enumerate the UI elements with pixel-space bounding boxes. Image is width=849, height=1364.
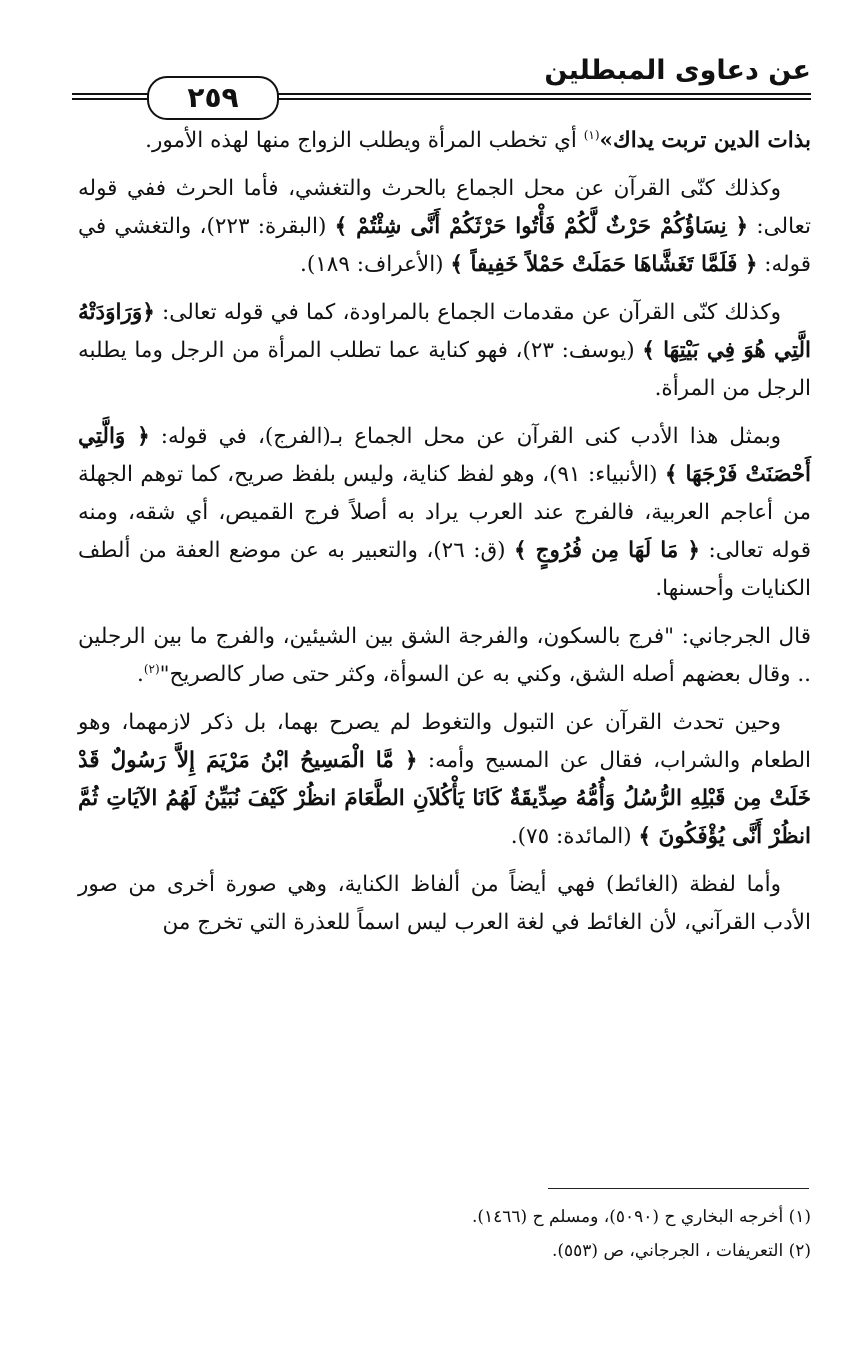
page-number: ٢٥٩ xyxy=(147,76,279,120)
text-run: . xyxy=(136,662,144,687)
footnote-marker: (٢) xyxy=(143,661,160,676)
text-run: (الأنبياء: ٩١)، وهو لفظ كناية، وليس بلفظ صريح، كما توهم الجهلة من أعاجم العربية، فالفرج عند العرب يراد به أصلاً فرج القميص، أي شقه، ومنه قوله تعالى: xyxy=(78,462,811,563)
header-title: عن دعاوى المبطلين xyxy=(544,55,811,86)
paragraph xyxy=(78,170,811,284)
text-run: (المائدة: ٧٥). xyxy=(510,824,639,849)
text-run: وأما لفظة (الغائط) فهي أيضاً من ألفاظ الكناية، وهي صورة أخرى من صور الأدب القرآني، لأن الغائط في لغة العرب ليس اسماً للعذرة التي تخرج من xyxy=(78,872,811,935)
text-run: (الأعراف: ١٨٩). xyxy=(300,252,451,277)
text-run: قال الجرجاني: "فرج بالسكون، والفرجة الشق بين الشيئين، والفرج ما بين الرجلين .. وقال بعضهم أصله الشق، وكني به عن السوأة، وكثر حتى صار كالصريح" xyxy=(78,624,811,687)
paragraph xyxy=(78,704,811,856)
paragraph xyxy=(78,294,811,408)
quran-verse: ﴿ فَلَمَّا تَغَشَّاهَا حَمَلَتْ حَمْلاً خَفِيفاً ﴾ xyxy=(450,252,758,277)
footnote-separator xyxy=(548,1188,809,1189)
footnote-marker: (١) xyxy=(583,127,600,142)
quran-verse: ﴿ نِسَاؤُكُمْ حَرْثٌ لَّكُمْ فَأْتُوا حَرْثَكُمْ أَنَّى شِئْتُمْ ﴾ xyxy=(334,214,749,239)
text-run: وكذلك كنّى القرآن عن محل الجماع بالحرث والتغشي، فأما الحرث ففي قوله تعالى: xyxy=(78,176,811,239)
footnote: (١) أخرجه البخاري ح (٥٠٩٠)، ومسلم ح (١٤٦٦). xyxy=(471,1207,811,1227)
text-run: وكذلك كنّى القرآن عن مقدمات الجماع بالمراودة، كما في قوله تعالى: xyxy=(154,300,781,325)
text-run: (يوسف: ٢٣)، فهو كناية عما تطلب المرأة من الرجل وما يطلبه الرجل من المرأة. xyxy=(78,338,811,401)
text-run: وبمثل هذا الأدب كنى القرآن عن محل الجماع بـ(الفرج)، في قوله: xyxy=(149,424,781,449)
main-text xyxy=(78,122,811,952)
text-run: (البقرة: ٢٢٣)، والتغشي في قوله: xyxy=(78,214,811,277)
quran-verse: ﴿ وَالَّتِي أَحْصَنَتْ فَرْجَهَا ﴾ xyxy=(78,424,811,487)
quran-verse: ﴿وَرَاوَدَتْهُ الَّتِي هُوَ فِي بَيْتِهَا ﴾ xyxy=(78,300,811,363)
text-run: (ق: ٢٦)، والتعبير به عن موضع العفة من ألطف الكنايات وأحسنها. xyxy=(78,538,811,601)
paragraph xyxy=(78,418,811,608)
quran-verse: ﴿ مَا لَهَا مِن فُرُوجٍ ﴾ xyxy=(513,538,701,563)
paragraph xyxy=(78,122,811,160)
paragraph xyxy=(78,866,811,942)
paragraph xyxy=(78,618,811,694)
text-run: وحين تحدث القرآن عن التبول والتغوط لم يصرح بهما، بل ذكر لازمهما، وهو الطعام والشراب، فقال عن المسيح وأمه: xyxy=(78,710,811,773)
running-header xyxy=(72,48,811,118)
footnotes xyxy=(78,1200,811,1268)
footnote: (٢) التعريفات ، الجرجاني، ص (٥٥٣). xyxy=(551,1241,811,1261)
text-run: أي تخطب المرأة ويطلب الزواج منها لهذه الأمور. xyxy=(145,128,584,153)
bold-quote: بذات الدين تربت يداك» xyxy=(599,128,811,153)
quran-verse: ﴿ مَّا الْمَسِيحُ ابْنُ مَرْيَمَ إِلاَّ رَسُولٌ قَدْ خَلَتْ مِن قَبْلِهِ الرُّسُلُ وَأُمُّهُ صِدِّيقَةٌ كَانَا يَأْكُلاَنِ الطَّعَامَ انظُرْ كَيْفَ نُبَيِّنُ لَهُمُ الآيَاتِ ثُمَّ انظُرْ أَنَّى يُؤْفَكُونَ ﴾ xyxy=(78,748,811,849)
